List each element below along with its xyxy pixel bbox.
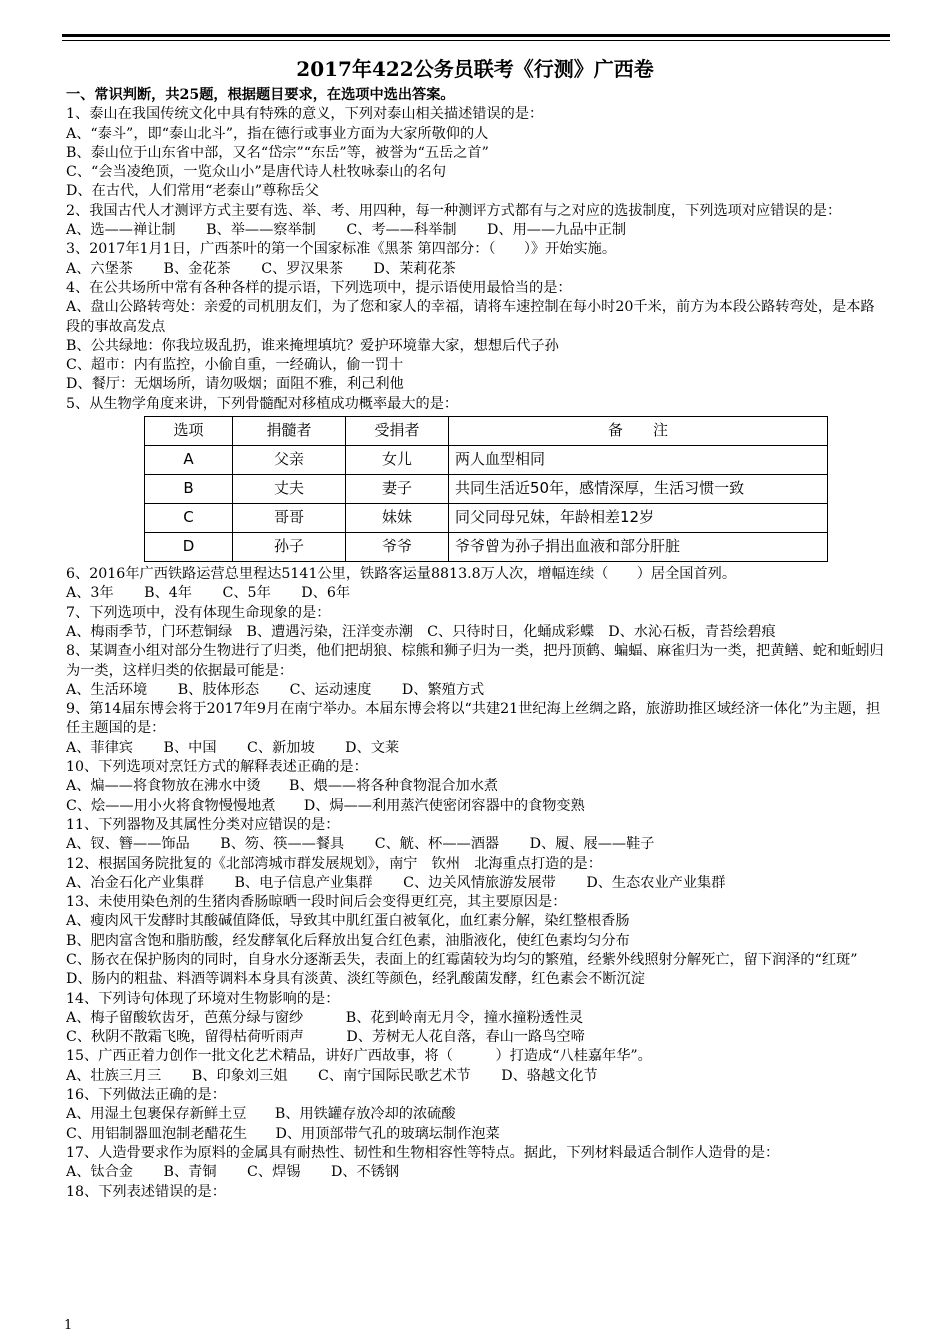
question-1 (66, 105, 888, 201)
option-c: C、超市：内有监控，小偷自重，一经确认，偷一罚十 (66, 357, 404, 374)
options-cd: C、烩——用小火将食物慢慢地煮 D、焗——利用蒸汽使密闭容器中的食物变熟 (66, 797, 585, 814)
question-stem: 5、从生物学角度来讲，下列骨髓配对移植成功概率最大的是： (66, 395, 459, 412)
question-5 (66, 395, 888, 562)
table-row (145, 446, 828, 475)
option-d: D、在古代，人们常用“老泰山”尊称岳父 (66, 183, 319, 200)
option-c: C、罗汉果茶 (261, 260, 344, 277)
option-d: D、生态农业产业集群 (586, 874, 726, 891)
options-row (66, 681, 888, 700)
donor-table (144, 416, 828, 562)
options-ab: A、用湿土包裹保存新鲜土豆 B、用铁罐存放冷却的浓硫酸 (66, 1106, 456, 1123)
options-cd: C、用铝制器皿泡制老醋花生 D、用顶部带气孔的玻璃坛制作泡菜 (66, 1125, 500, 1142)
option-a: A、钛合金 (66, 1164, 133, 1181)
option-b: B、中国 (163, 739, 217, 756)
table-cell: 妹妹 (346, 504, 449, 533)
question-stem: 9、第14届东博会将于2017年9月在南宁举办。本届东博会将以“共建21世纪海上丝绸之路，旅游助推区域经济一体化”为主题，担任主题国的是： (66, 701, 881, 737)
question-3 (66, 240, 888, 279)
question-stem: 8、某调查小组对部分生物进行了归类，他们把胡狼、棕熊和狮子归为一类，把丹顶鹤、蝙蝠、麻雀归为一类，把黄鳝、蛇和蚯蚓归为一类，这样归类的依据最可能是： (66, 643, 884, 679)
table-cell: 孙子 (233, 533, 346, 562)
option-b: B、4年 (144, 585, 192, 602)
option-a: A、生活环境 (66, 681, 148, 698)
option-b: B、公共绿地：你我垃圾乱扔，谁来掩埋填坑？爱护环境靠大家，想想后代子孙 (66, 337, 559, 354)
options-row (66, 835, 888, 854)
option-b: B、电子信息产业集群 (234, 874, 373, 891)
question-2 (66, 202, 888, 241)
option-d: D、茉莉花茶 (373, 260, 456, 277)
option-c: C、新加坡 (247, 739, 315, 756)
table-cell: 丈夫 (233, 475, 346, 504)
question-16 (66, 1086, 888, 1144)
option-d: D、6年 (301, 585, 351, 602)
question-18 (66, 1183, 888, 1202)
option-b: B、金花茶 (163, 260, 231, 277)
question-13 (66, 893, 888, 989)
option-a: A、钗、簪——饰品 (66, 836, 190, 853)
options-cd: C、秋阴不散霜飞晚，留得枯荷听雨声 D、芳树无人花自落，春山一路鸟空啼 (66, 1029, 585, 1046)
question-8 (66, 642, 888, 700)
option-c: C、肠衣在保护肠肉的同时，自身水分逐渐丢失，表面上的红霉菌较为均匀的繁殖，经紫外线照射分解死亡，留下润泽的“红斑” (66, 951, 858, 968)
page-title: 2017年422公务员联考《行测》广西卷 (296, 57, 654, 81)
option-d: D、餐厅：无烟场所，请勿吸烟；面阻不雅，利己利他 (66, 376, 404, 393)
option-d: D、肠内的粗盐、料酒等调料本身具有淡黄、淡红等颜色，经乳酸菌发酵，红色素会不断沉淀 (66, 971, 645, 988)
question-17 (66, 1144, 888, 1183)
option-b: B、肥肉富含饱和脂肪酸，经发酵氧化后释放出复合红色素，油脂液化，使红色素均匀分布 (66, 932, 630, 949)
question-stem: 12、根据国务院批复的《北部湾城市群发展规划》，南宁 钦州 北海重点打造的是： (66, 855, 602, 872)
option-a: A、3年 (66, 585, 114, 602)
header-rule-thin (62, 40, 890, 41)
table-cell: B (145, 475, 233, 504)
column-header: 捐髓者 (233, 417, 346, 446)
table-cell: 爷爷曾为孙子捐出血液和部分肝脏 (449, 533, 828, 562)
option-a: A、壮族三月三 (66, 1067, 162, 1084)
options-row (66, 1067, 888, 1086)
option-c: C、焊锡 (247, 1164, 301, 1181)
question-stem: 10、下列选项对烹饪方式的解释表述正确的是： (66, 759, 368, 776)
option-a: A、菲律宾 (66, 739, 133, 756)
option-d: D、文莱 (345, 739, 400, 756)
option-b: B、笏、筷——餐具 (220, 836, 345, 853)
option-c: C、5年 (222, 585, 271, 602)
document-body (66, 86, 888, 1202)
table-cell: 妻子 (346, 475, 449, 504)
question-stem: 11、下列器物及其属性分类对应错误的是： (66, 816, 340, 833)
table-cell: D (145, 533, 233, 562)
question-9 (66, 700, 888, 758)
option-b: B、泰山位于山东省中部，又名“岱宗”“东岳”等，被誉为“五岳之首” (66, 144, 489, 161)
table-cell: 两人血型相同 (449, 446, 828, 475)
question-11 (66, 816, 888, 855)
options-row (66, 584, 888, 603)
table-row (145, 475, 828, 504)
options-row (66, 260, 888, 279)
page-number: 1 (64, 1318, 73, 1333)
question-6 (66, 565, 888, 604)
question-4 (66, 279, 888, 395)
option-a: A、“泰斗”，即“泰山北斗”，指在德行或事业方面为大家所敬仰的人 (66, 125, 489, 142)
option-c: C、南宁国际民歌艺术节 (317, 1067, 471, 1084)
question-stem: 4、在公共场所中常有各种各样的提示语，下列选项中，提示语使用最恰当的是： (66, 279, 572, 296)
option-a: A、瘦肉风干发酵时其酸碱值降低，导致其中肌红蛋白被氧化，血红素分解，染红整根香肠 (66, 913, 630, 930)
option-b: B、肢体形态 (177, 681, 260, 698)
option-c: C、考——科举制 (346, 222, 457, 239)
table-cell: 父亲 (233, 446, 346, 475)
table-cell: 共同生活近50年，感情深厚，生活习惯一致 (449, 475, 828, 504)
table-cell: 哥哥 (233, 504, 346, 533)
option-b: B、举——察举制 (206, 222, 316, 239)
option-d: D、履、屐——鞋子 (529, 836, 655, 853)
table-cell: A (145, 446, 233, 475)
question-stem: 3、2017年1月1日，广西茶叶的第一个国家标准《黑茶 第四部分：（ ）》开始实施。 (66, 241, 617, 258)
options-row (66, 739, 888, 758)
options-ab: A、梅子留酸软齿牙，芭蕉分绿与窗纱 B、花到岭南无月令，撞水撞粉透性灵 (66, 1009, 584, 1026)
table-header-row (145, 417, 828, 446)
question-stem: 13、未使用染色剂的生猪肉香肠晾晒一段时间后会变得更红亮，其主要原因是： (66, 894, 567, 911)
option-a: A、冶金石化产业集群 (66, 874, 204, 891)
question-stem: 15、广西正着力创作一批文化艺术精品，讲好广西故事，将（ ）打造成“八桂嘉年华”。 (66, 1048, 652, 1065)
section-heading: 一、常识判断，共25题，根据题目要求，在选项中选出答案。 (66, 87, 455, 103)
question-stem: 14、下列诗句体现了环境对生物影响的是： (66, 990, 340, 1007)
option-d: D、不锈钢 (330, 1164, 400, 1181)
question-stem: 18、下列表述错误的是： (66, 1183, 226, 1200)
option-a: A、六堡茶 (66, 260, 133, 277)
question-stem: 1、泰山在我国传统文化中具有特殊的意义，下列对泰山相关描述错误的是： (66, 106, 544, 123)
column-header: 选项 (145, 417, 233, 446)
options-row (66, 221, 888, 240)
table-row (145, 533, 828, 562)
option-a: A、盘山公路转弯处：亲爱的司机朋友们，为了您和家人的幸福，请将车速控制在每小时20千米，前方为本段公路转弯处，是本路段的事故高发点 (66, 299, 875, 335)
options-row (66, 1163, 888, 1182)
table-cell: 同父同母兄妹，年龄相差12岁 (449, 504, 828, 533)
question-stem: 16、下列做法正确的是： (66, 1087, 226, 1104)
option-c: C、觥、杯——酒器 (374, 836, 500, 853)
question-10 (66, 758, 888, 816)
column-header: 备 注 (449, 417, 828, 446)
option-d: D、骆越文化节 (501, 1067, 598, 1084)
question-15 (66, 1047, 888, 1086)
table-cell: 女儿 (346, 446, 449, 475)
option-d: D、繁殖方式 (401, 681, 485, 698)
table-cell: C (145, 504, 233, 533)
option-d: D、用——九品中正制 (487, 222, 627, 239)
table-cell: 爷爷 (346, 533, 449, 562)
option-a: A、选——禅让制 (66, 222, 176, 239)
question-stem: 17、人造骨要求作为原料的金属具有耐热性、韧性和生物相容性等特点。据此，下列材料最适合制作人造骨的是： (66, 1144, 780, 1161)
options-block: A、梅雨季节，门环惹铜绿 B、遭遇污染，汪洋变赤潮 C、只待时日，化蛹成彩蝶 D、水沁石板，青苔绘碧痕 (66, 623, 776, 640)
question-12 (66, 855, 888, 894)
table-row (145, 504, 828, 533)
question-stem: 7、下列选项中，没有体现生命现象的是： (66, 604, 331, 621)
question-stem: 2、我国古代人才测评方式主要有选、举、考、用四种，每一种测评方式都有与之对应的选拔制度，下列选项对应错误的是： (66, 202, 842, 219)
column-header: 受捐者 (346, 417, 449, 446)
option-c: C、边关风情旅游发展带 (403, 874, 556, 891)
option-b: B、印象刘三姐 (191, 1067, 288, 1084)
question-7 (66, 604, 888, 643)
options-ab: A、煸——将食物放在沸水中烫 B、煨——将各种食物混合加水煮 (66, 778, 499, 795)
header-rule-thick (62, 34, 890, 37)
option-b: B、青铜 (163, 1164, 217, 1181)
option-c: C、运动速度 (289, 681, 372, 698)
option-c: C、“会当凌绝顶，一览众山小”是唐代诗人杜牧咏泰山的名句 (66, 164, 447, 181)
options-row (66, 874, 888, 893)
question-stem: 6、2016年广西铁路运营总里程达5141公里，铁路客运量8813.8万人次，增幅连续（ ）居全国首列。 (66, 566, 737, 583)
question-14 (66, 990, 888, 1048)
